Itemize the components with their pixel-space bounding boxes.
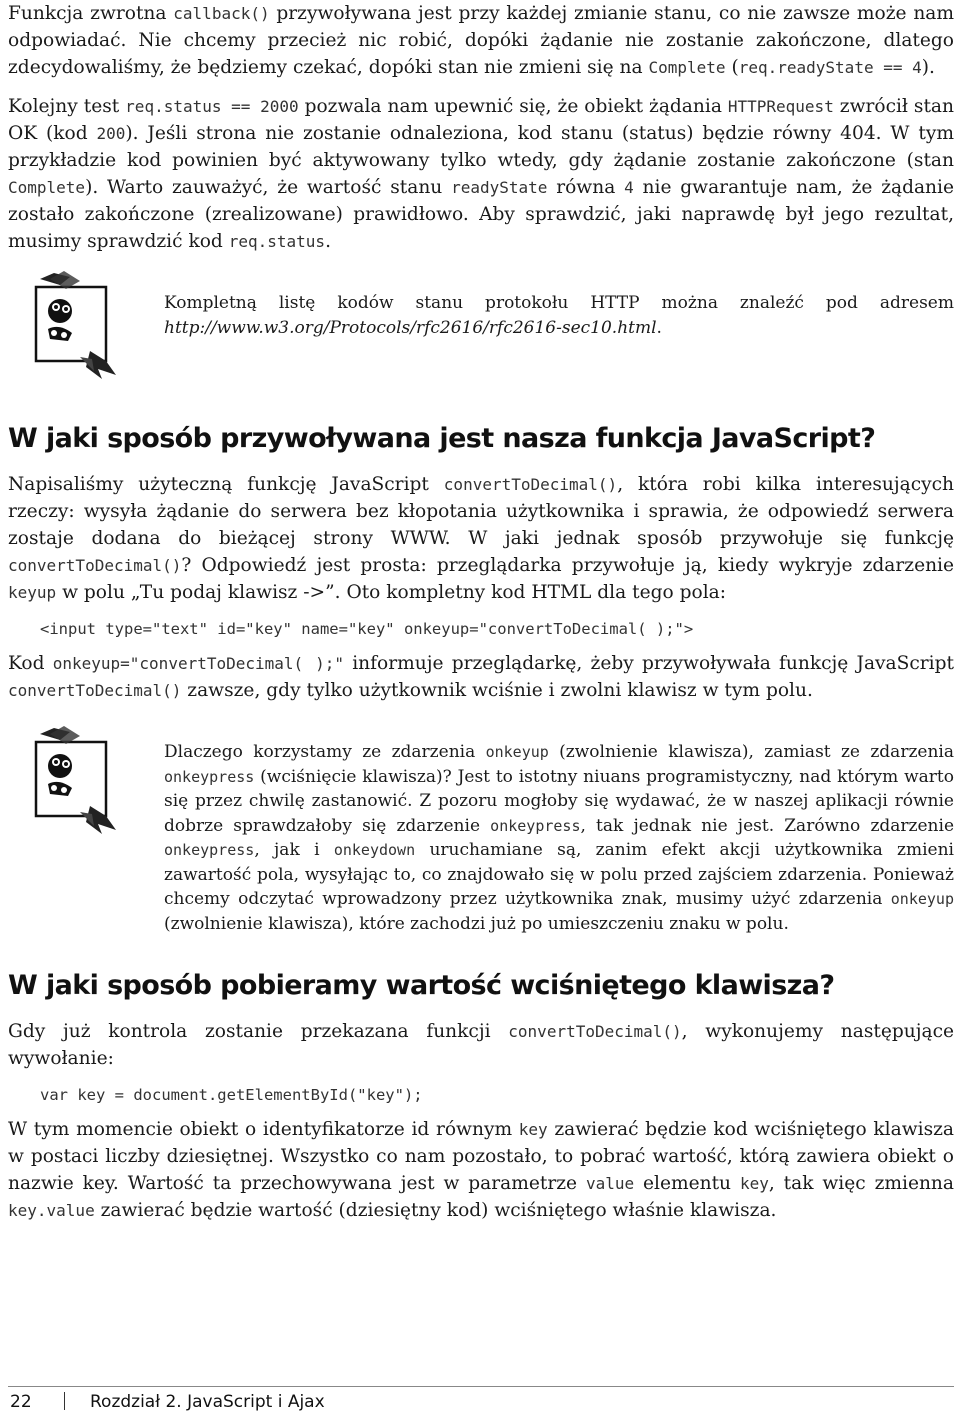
inline-code: value — [585, 1174, 635, 1193]
page-number: 22 — [10, 1392, 32, 1412]
owl-icon — [20, 726, 130, 836]
code-block-input: <input type="text" id="key" name="key" onkeyup="convertToDecimal( );"> — [40, 620, 694, 638]
inline-code: key.value — [8, 1201, 95, 1220]
inline-code: key — [739, 1174, 769, 1193]
note-text: Dlaczego korzystamy ze zdarzenia onkeyup (zwolnienie klawisza), zamiast ze zdarzenia onkeypress (wciśnięcie klawisza)? Jest to istotny niuans programistyczny, nad którym warto się przez chwilę zastanowić. Z pozoru mogłoby się wydawać, że w naszej aplikacji równie dobrze sprawdzałoby się zdarzenie onkeypress, tak jednak nie jest. Zarówno zdarzenie onkeypress, jak i onkeydown uruchamiane są, zanim efekt akcji użytkownika zmieni zawartość pola, wysyłając to, co znajdowało się w polu przed zajściem zdarzenia. Ponieważ chcemy odczytać wprowadzony przez użytkownika znak, musimy użyć zdarzenia onkeyup (zwolnienie klawisza), które zachodzi już po umieszczeniu znaku w polu. — [164, 742, 955, 934]
inline-code: convertToDecimal() — [8, 681, 182, 700]
paragraph-callback: Funkcja zwrotna callback() przywoływana jest przy każdej zmianie stanu, co nie zawsze może nam odpowiadać. Nie chcemy przecież nic robić, dopóki żądanie nie zostanie zakończone, dlatego zdecydowaliśmy, że będziemy czekać, dopóki stan nie zmieni się na Complete (req.readyState == 4). — [8, 3, 955, 78]
inline-code: req.status == 2000 — [125, 97, 299, 116]
inline-code: req.status — [228, 232, 326, 251]
note-text: Kompletną listę kodów stanu protokołu HTTP można znaleźć pod adresem http://www.w3.org/Protocols/rfc2616/rfc2616-sec10.html. — [164, 293, 954, 338]
inline-code: onkeyup — [485, 743, 549, 761]
paragraph-call: Gdy już kontrola zostanie przekazana funkcji convertToDecimal(), wykonujemy następujące wywołanie: — [8, 1021, 954, 1069]
inline-code: onkeyup="convertToDecimal( );" — [52, 654, 345, 673]
url-text: http://www.w3.org/Protocols/rfc2616/rfc2616-sec10.html — [164, 317, 657, 338]
inline-code: 4 — [624, 178, 634, 197]
inline-code: convertToDecimal() — [508, 1022, 682, 1041]
inline-code: onkeypress — [164, 841, 255, 859]
inline-code: onkeyup — [890, 890, 954, 908]
page-footer — [8, 1386, 954, 1412]
inline-code: req.readyState == 4 — [738, 58, 922, 77]
inline-code: onkeydown — [333, 841, 416, 859]
inline-code: readyState — [451, 178, 548, 197]
section-heading: W jaki sposób pobieramy wartość wciśniętego klawisza? — [8, 970, 835, 1001]
inline-code: Complete — [648, 58, 726, 77]
section-heading: W jaki sposób przywoływana jest nasza funkcja JavaScript? — [8, 423, 876, 454]
inline-code: convertToDecimal() — [443, 475, 618, 494]
paragraph-key-value: W tym momencie obiekt o identyfikatorze id równym key zawierać będzie kod wciśniętego klawisza w postaci liczby dziesiętnej. Wszystko co nam pozostało, to pobrać wartość, którą zawiera obiekt o nazwie key. Wartość ta przechowywana jest w parametrze value elementu key, tak więc zmienna key.value zawierać będzie wartość (dziesiętny kod) wciśniętego właśnie klawisza. — [8, 1119, 954, 1221]
note-http-codes — [8, 271, 954, 391]
inline-code: onkeypress — [490, 816, 581, 835]
note-onkeyup — [8, 726, 954, 936]
inline-code: convertToDecimal() — [8, 556, 182, 575]
inline-code: keyup — [8, 583, 57, 602]
inline-code: onkeypress — [164, 767, 255, 786]
inline-code: key — [518, 1120, 548, 1139]
footer-separator — [64, 1392, 65, 1410]
paragraph-onkeyup: Kod onkeyup="convertToDecimal( );" informuje przeglądarkę, żeby przywoływała funkcję JavaScript convertToDecimal() zawsze, gdy tylko użytkownik wciśnie i zwolni klawisz w tym polu. — [8, 653, 955, 701]
paragraph-status-test: Kolejny test req.status == 2000 pozwala nam upewnić się, że obiekt żądania HTTPRequest zwrócił stan OK (kod 200). Jeśli strona nie zostanie odnaleziona, kod stanu (status) będzie równy 404. W tym przykładzie kod powinien być aktywowany tylko wtedy, gdy żądanie zostanie zakończone (stan Complete). Warto zauważyć, że wartość stanu readyState równa 4 nie gwarantuje nam, że żądanie zostało zakończone (zrealizowane) prawidłowo. Aby sprawdzić, jaki naprawdę był jego rezultat, musimy sprawdzić kod req.status. — [8, 96, 955, 252]
footer-rule — [8, 1386, 954, 1387]
paragraph-function: Napisaliśmy użyteczną funkcję JavaScript convertToDecimal(), która robi kilka interesujących rzeczy: wysyła żądanie do serwera bez kłopotania użytkownika i sprawia, że odpowiedź serwera zostaje dodana do bieżącej strony WWW. W jaki jednak sposób przywołuje się funkcję convertToDecimal()? Odpowiedź jest prosta: przeglądarka przywołuje ją, kiedy wykryje zdarzenie keyup w polu „Tu podaj klawisz ->”. Oto kompletny kod HTML dla tego pola: — [8, 474, 955, 603]
inline-code: Complete — [8, 178, 86, 197]
chapter-title: Rozdział 2. JavaScript i Ajax — [90, 1392, 325, 1412]
inline-code: HTTPRequest — [727, 97, 834, 116]
page-content — [8, 0, 954, 1224]
inline-code: callback() — [173, 4, 270, 23]
owl-icon — [20, 271, 130, 381]
inline-code: 200 — [96, 124, 126, 143]
code-block-getelement: var key = document.getElementById("key"); — [40, 1086, 423, 1104]
